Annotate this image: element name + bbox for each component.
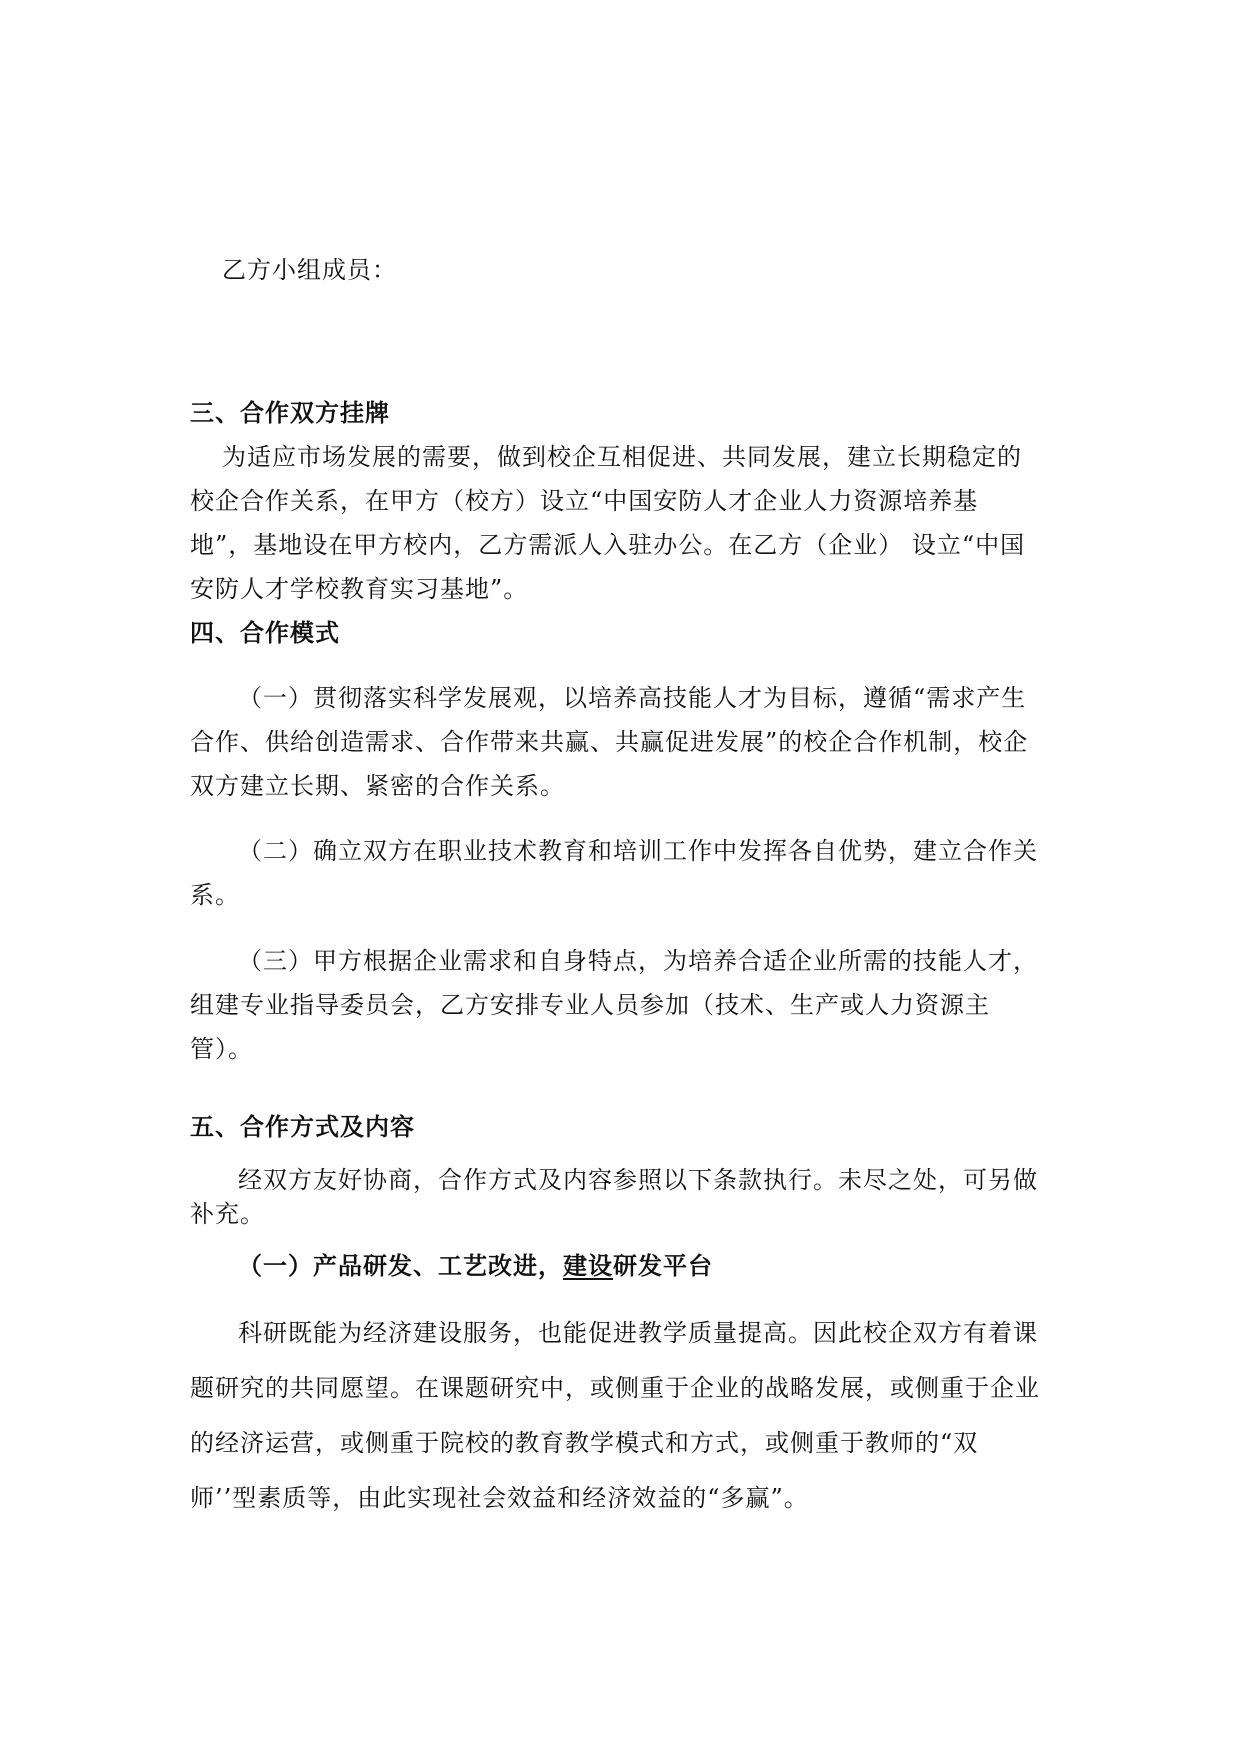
- section-5-heading: 五、合作方式及内容: [190, 1113, 415, 1141]
- section-5-intro-line-1: 经双方友好协商，合作方式及内容参照以下条款执行。未尽之处，可另做: [238, 1166, 1038, 1194]
- section-4-p1-line-1: （一）贯彻落实科学发展观，以培养高技能人才为目标，遵循“需求产生: [238, 684, 1027, 712]
- section-5-intro-line-2: 补充。: [190, 1200, 265, 1228]
- section-5-subheading-1: [238, 1251, 713, 1281]
- subheading-1-underlined: 建设: [563, 1252, 613, 1280]
- subheading-1-post: 研发平台: [613, 1252, 713, 1280]
- section-4-p3-line-2: 组建专业指导委员会，乙方安排专业人员参加（技术、生产或人力资源主: [190, 991, 990, 1019]
- section-4-p3-line-1: （三）甲方根据企业需求和自身特点，为培养合适企业所需的技能人才，: [238, 947, 1038, 975]
- section-4-p3-line-3: 管）。: [190, 1035, 253, 1063]
- section-4-heading: 四、合作模式: [190, 619, 340, 647]
- section-5-p1-line-1: 科研既能为经济建设服务，也能促进教学质量提高。因此校企双方有着课: [238, 1319, 1038, 1347]
- section-3-line-2: 校企合作关系，在甲方（校方）设立“中国安防人才企业人力资源培养基: [190, 487, 979, 515]
- section-3-heading: 三、合作双方挂牌: [190, 399, 390, 427]
- section-4-p2-line-1: （二）确立双方在职业技术教育和培训工作中发挥各自优势，建立合作关: [238, 837, 1038, 865]
- section-5-p1-line-4: 师’’型素质等，由此实现社会效益和经济效益的“多赢”。: [190, 1484, 809, 1512]
- section-4-p2-line-2: 系。: [190, 881, 240, 909]
- section-4-p1-line-2: 合作、供给创造需求、合作带来共赢、共赢促进发展”的校企合作机制，校企: [190, 728, 1029, 756]
- subheading-1-pre: （一）产品研发、工艺改进，: [238, 1252, 563, 1280]
- section-5-p1-line-3: 的经济运营，或侧重于院校的教育教学模式和方式，或侧重于教师的“双: [190, 1429, 979, 1457]
- section-3-line-3: 地”，基地设在甲方校内，乙方需派人入驻办公。在乙方（企业） 设立“中国: [190, 531, 1026, 559]
- b-members-label: 乙方小组成员：: [222, 256, 397, 284]
- section-5-p1-line-2: 题研究的共同愿望。在课题研究中，或侧重于企业的战略发展，或侧重于企业: [190, 1374, 1040, 1402]
- section-4-p1-line-3: 双方建立长期、紧密的合作关系。: [190, 772, 565, 800]
- section-3-line-4: 安防人才学校教育实习基地”。: [190, 575, 529, 603]
- section-3-line-1: 为适应市场发展的需要，做到校企互相促进、共同发展，建立长期稳定的: [222, 443, 1022, 471]
